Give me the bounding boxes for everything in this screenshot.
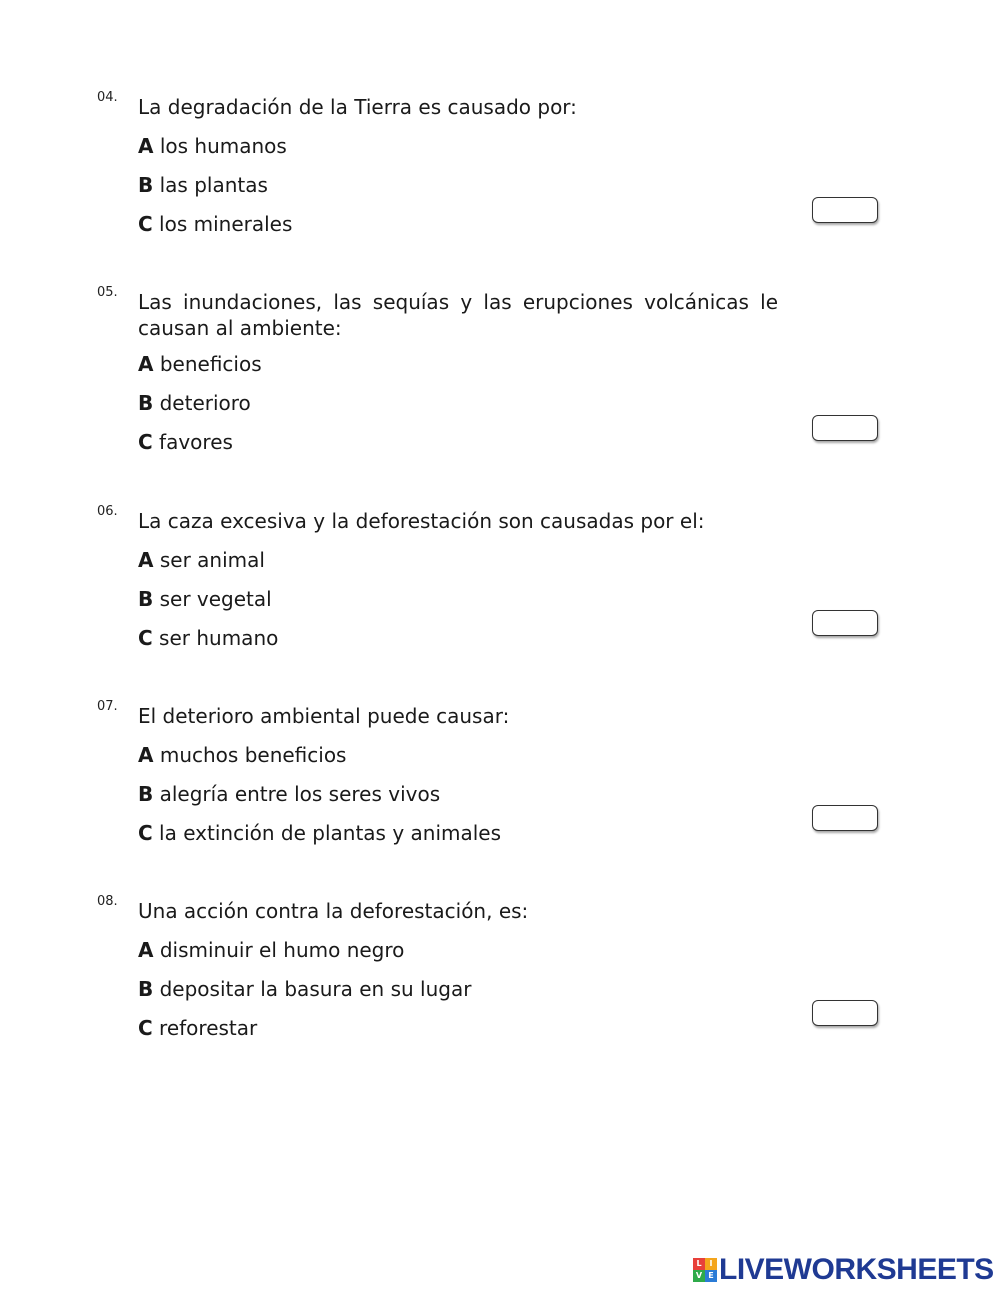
- option-b: [138, 976, 471, 1002]
- option-letter: A: [138, 743, 154, 767]
- option-text: ser animal: [159, 548, 265, 572]
- logo-text: LIVEWORKSHEETS: [719, 1253, 994, 1286]
- option-c: [138, 211, 292, 237]
- question-number: 06.: [97, 504, 118, 519]
- option-text: los humanos: [159, 134, 287, 158]
- option-b: [138, 586, 272, 612]
- option-letter: C: [138, 1016, 153, 1040]
- option-letter: A: [138, 352, 154, 376]
- option-c: [138, 625, 278, 651]
- option-text: favores: [159, 430, 233, 454]
- option-text: muchos beneficios: [159, 743, 347, 767]
- logo-mark-tile: L: [693, 1258, 705, 1270]
- logo-mark-icon: [693, 1258, 717, 1282]
- question-number: 04.: [97, 90, 118, 105]
- question-number: 05.: [97, 285, 118, 300]
- option-text: beneficios: [159, 352, 262, 376]
- option-c: [138, 820, 501, 846]
- option-text: ser vegetal: [159, 587, 272, 611]
- option-a: [138, 133, 287, 159]
- logo-mark-tile: E: [705, 1270, 717, 1282]
- option-b: [138, 390, 251, 416]
- question-text: La caza excesiva y la deforestación son causadas por el:: [138, 509, 705, 533]
- option-text: los minerales: [159, 212, 293, 236]
- option-c: [138, 429, 233, 455]
- logo-mark-tile: I: [705, 1258, 717, 1270]
- option-text: las plantas: [159, 173, 268, 197]
- option-a: [138, 351, 262, 377]
- question-text: Las inundaciones, las sequías y las erupciones volcánicas le causan al ambiente:: [138, 290, 778, 340]
- answer-input-04[interactable]: [812, 197, 878, 223]
- question-number: 08.: [97, 894, 118, 909]
- option-letter: A: [138, 938, 154, 962]
- option-letter: A: [138, 134, 154, 158]
- option-c: [138, 1015, 257, 1041]
- option-b: [138, 781, 440, 807]
- option-text: ser humano: [159, 626, 279, 650]
- question-text: Una acción contra la deforestación, es:: [138, 899, 529, 923]
- question-number: 07.: [97, 699, 118, 714]
- option-letter: C: [138, 626, 153, 650]
- logo-mark-tile: V: [693, 1270, 705, 1282]
- option-letter: C: [138, 212, 153, 236]
- option-text: deterioro: [159, 391, 251, 415]
- option-letter: B: [138, 587, 154, 611]
- option-b: [138, 172, 268, 198]
- option-a: [138, 742, 346, 768]
- option-text: depositar la basura en su lugar: [159, 977, 472, 1001]
- option-letter: B: [138, 173, 154, 197]
- answer-input-05[interactable]: [812, 415, 878, 441]
- option-text: reforestar: [159, 1016, 258, 1040]
- option-a: [138, 937, 404, 963]
- option-letter: A: [138, 548, 154, 572]
- option-letter: B: [138, 391, 154, 415]
- liveworksheets-logo: [693, 1254, 994, 1286]
- option-text: alegría entre los seres vivos: [159, 782, 441, 806]
- option-letter: C: [138, 821, 153, 845]
- question-text: El deterioro ambiental puede causar:: [138, 704, 510, 728]
- answer-input-08[interactable]: [812, 1000, 878, 1026]
- question-text: La degradación de la Tierra es causado por:: [138, 95, 577, 119]
- option-letter: C: [138, 430, 153, 454]
- option-a: [138, 547, 265, 573]
- option-letter: B: [138, 977, 154, 1001]
- option-text: la extinción de plantas y animales: [159, 821, 502, 845]
- answer-input-06[interactable]: [812, 610, 878, 636]
- option-text: disminuir el humo negro: [159, 938, 405, 962]
- answer-input-07[interactable]: [812, 805, 878, 831]
- option-letter: B: [138, 782, 154, 806]
